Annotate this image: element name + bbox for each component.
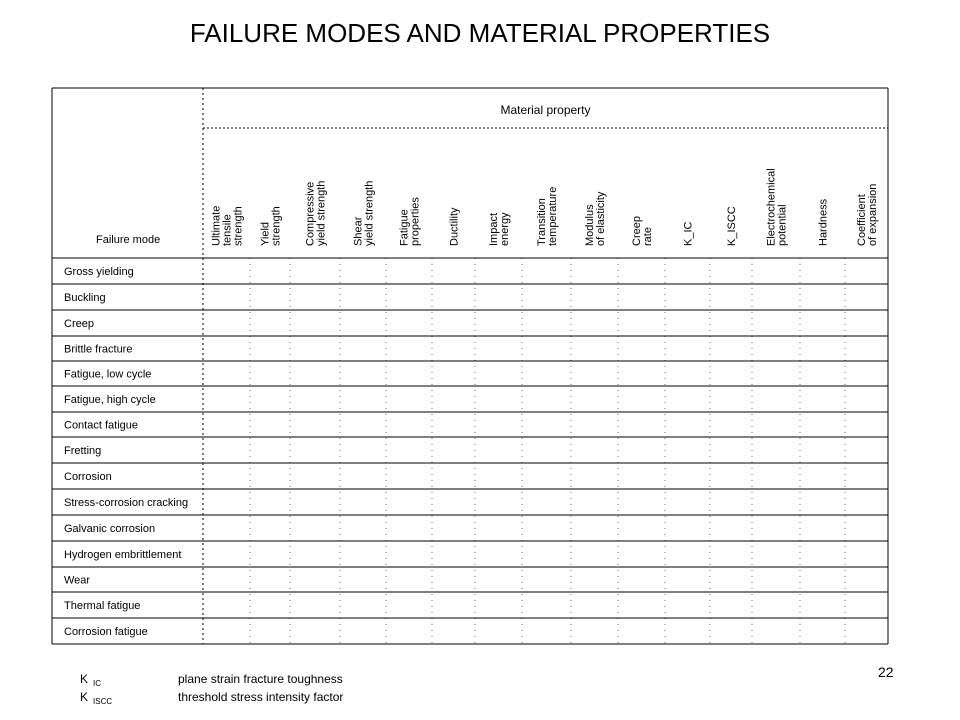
column-header-line: Ductility <box>448 207 461 246</box>
page-number: 22 <box>878 664 894 680</box>
column-header-line: Modulus <box>584 204 596 246</box>
column-header-line: Electrochemical <box>765 168 778 246</box>
legend-subscript-kiscc: ISCC <box>93 697 113 706</box>
column-header-line: Creep <box>631 216 643 246</box>
column-header-line: Coefficient <box>856 194 868 246</box>
column-header-13 <box>766 168 789 246</box>
row-label-11: Galvanic corrosion <box>64 523 156 535</box>
column-header-15 <box>856 184 879 246</box>
column-header-line: Hardness <box>817 198 830 246</box>
row-label-13: Wear <box>64 574 91 587</box>
column-header-line: K_IC <box>682 221 695 246</box>
column-header-line: Fatigue <box>398 209 411 246</box>
column-header-2 <box>260 206 283 246</box>
row-label-7: Contact fatigue <box>64 419 138 432</box>
failure-mode-heading: Failure mode <box>96 234 161 246</box>
column-header-line: energy <box>499 212 511 246</box>
row-label-9: Corrosion <box>64 471 112 483</box>
column-header-line: tensile <box>221 214 234 246</box>
row-label-12: Hydrogen embrittlement <box>64 549 182 561</box>
column-header-line: properties <box>409 197 422 246</box>
row-label-4: Brittle fracture <box>64 343 133 356</box>
column-header-6 <box>449 207 461 246</box>
column-header-9 <box>584 191 607 246</box>
column-header-line: Compressive <box>304 181 317 246</box>
row-label-8: Fretting <box>64 445 102 457</box>
row-label-14: Thermal fatigue <box>64 600 141 612</box>
column-header-8 <box>536 187 559 246</box>
column-header-line: K_ISCC <box>726 206 738 246</box>
column-header-line: Transition <box>536 198 548 246</box>
column-header-line: Yield <box>259 221 272 246</box>
row-label-2: Buckling <box>64 292 106 304</box>
row-label-10: Stress-corrosion cracking <box>64 497 189 509</box>
column-header-1 <box>211 206 245 246</box>
column-header-line: strength <box>232 206 245 246</box>
legend-description-kiscc: threshold stress intensity factor <box>178 690 344 704</box>
column-header-line: strength <box>270 206 283 246</box>
column-header-3 <box>305 181 328 246</box>
row-label-15: Corrosion fatigue <box>64 626 148 638</box>
row-label-5: Fatigue, low cycle <box>64 368 152 381</box>
column-header-line: temperature <box>547 186 559 246</box>
column-header-12 <box>726 206 738 246</box>
column-header-4 <box>353 181 376 246</box>
slide-title: FAILURE MODES AND MATERIAL PROPERTIES <box>189 18 771 48</box>
column-header-line: Shear <box>352 216 365 246</box>
column-header-11 <box>683 221 695 246</box>
legend-symbol-kiscc: K $_{ISCC}$ <box>80 690 113 706</box>
column-header-5 <box>399 197 422 246</box>
column-header-line: potential <box>776 204 789 246</box>
column-header-14 <box>818 198 830 246</box>
material-property-heading: Material property <box>500 103 591 117</box>
row-label-1: Gross yielding <box>64 266 134 278</box>
column-header-line: yield strength <box>363 180 376 246</box>
column-header-line: yield strength <box>315 180 328 246</box>
column-header-line: of elasticity <box>595 191 607 246</box>
column-header-line: Impact <box>488 212 500 246</box>
column-header-line: Ultimate <box>210 205 223 246</box>
legend-symbol-kic: K $_{IC}$ <box>80 672 102 688</box>
legend-subscript-kic: IC <box>93 679 102 688</box>
legend-description-kic: plane strain fracture toughness <box>178 672 343 686</box>
row-label-3: Creep <box>64 318 94 330</box>
column-header-line: rate <box>642 227 654 246</box>
column-header-7 <box>488 212 511 246</box>
column-header-10 <box>631 216 654 246</box>
column-header-line: of expansion <box>867 183 879 246</box>
row-label-6: Fatigue, high cycle <box>64 394 156 406</box>
